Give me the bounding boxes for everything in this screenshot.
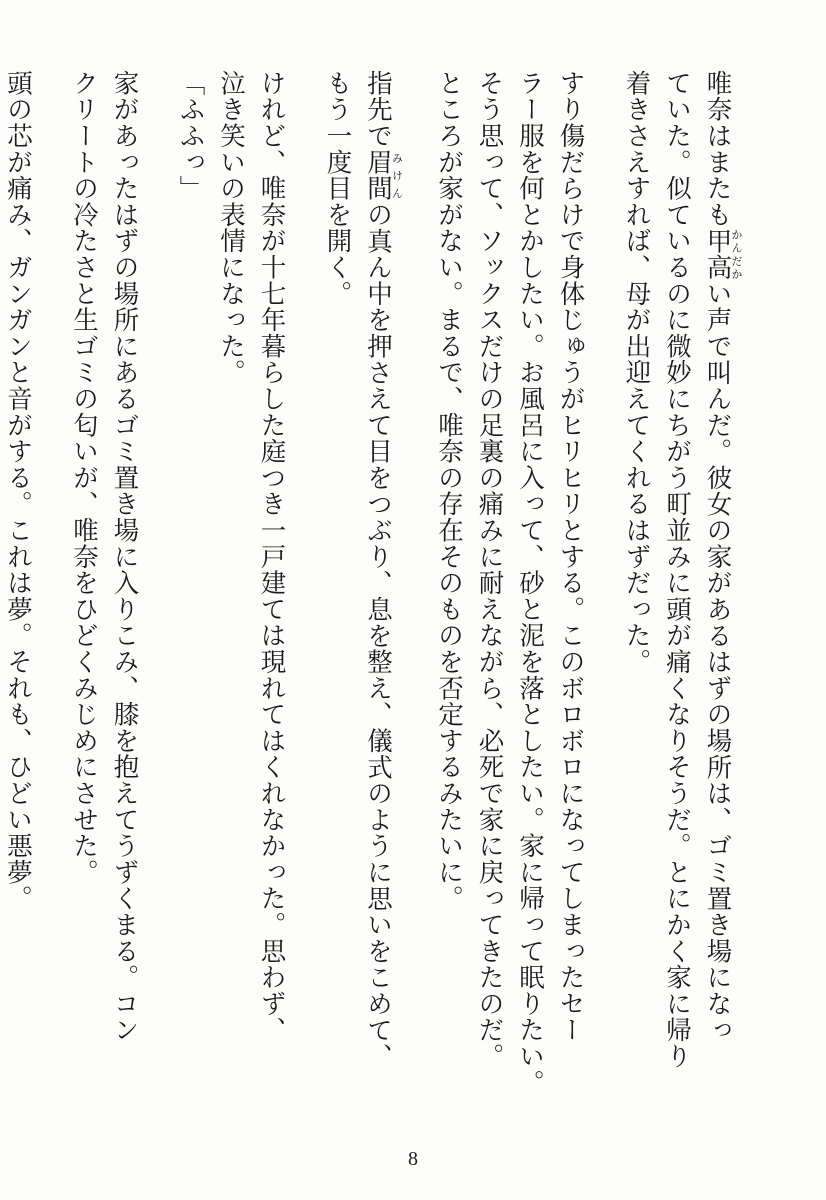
body-text xyxy=(0,70,768,1096)
text-line: ラー服を何とかしたい。お風呂に入って、砂と泥を落としたい。家に帰って眠りたい。 xyxy=(515,70,545,1096)
text-line: 「ふふっ」 xyxy=(175,70,206,202)
text-line: もう一度目を開く。 xyxy=(322,70,353,307)
ruby-annotation: 甲高かんだか xyxy=(702,227,743,281)
text-line: そう思って、ソックスだけの足裏の痛みに耐えながら、必死で家に戻ってきたのだ。 xyxy=(474,70,505,1070)
text-line: 泣き笑いの表情になった。 xyxy=(216,70,246,386)
text-line: 唯奈はまたも甲高かんだかい声で叫んだ。彼女の家があるはずの場所は、ゴミ置き場になっ xyxy=(702,70,743,1044)
text-line: 着きさえすれば、母が出迎えてくれるはずだった。 xyxy=(621,70,652,675)
text-line: ていた。似ているのに微妙にちがう町並みに頭が痛くなりそうだ。とにかく家に帰り xyxy=(662,70,692,1070)
ruby-annotation: 眉間みけん xyxy=(363,148,404,202)
text-line: 頭の芯が痛み、ガンガンと音がする。これは夢。それも、ひどい悪夢。 xyxy=(3,70,33,912)
text-line: クリートの冷たさと生ゴミの匂いが、唯奈をひどくみじめにさせた。 xyxy=(69,70,99,886)
text-line: すり傷だらけで身体じゅうがヒリヒリとする。このボロボロになってしまったセー xyxy=(555,70,586,1044)
text-line: 指先で眉間みけんの真ん中を押さえて目をつぶり、息を整え、儀式のように思いをこめて、 xyxy=(363,70,404,1070)
text-line: 家があったはずの場所にあるゴミ置き場に入りこみ、膝を抱えてうずくまる。コン xyxy=(109,70,140,1044)
page-number: 8 xyxy=(408,1148,418,1170)
text-line: けれど、唯奈が十七年暮らした庭つき一戸建ては現れてはくれなかった。思わず、 xyxy=(256,70,287,1044)
text-line: ところが家がない。まるで、唯奈の存在そのものを否定するみたいに。 xyxy=(434,70,464,912)
